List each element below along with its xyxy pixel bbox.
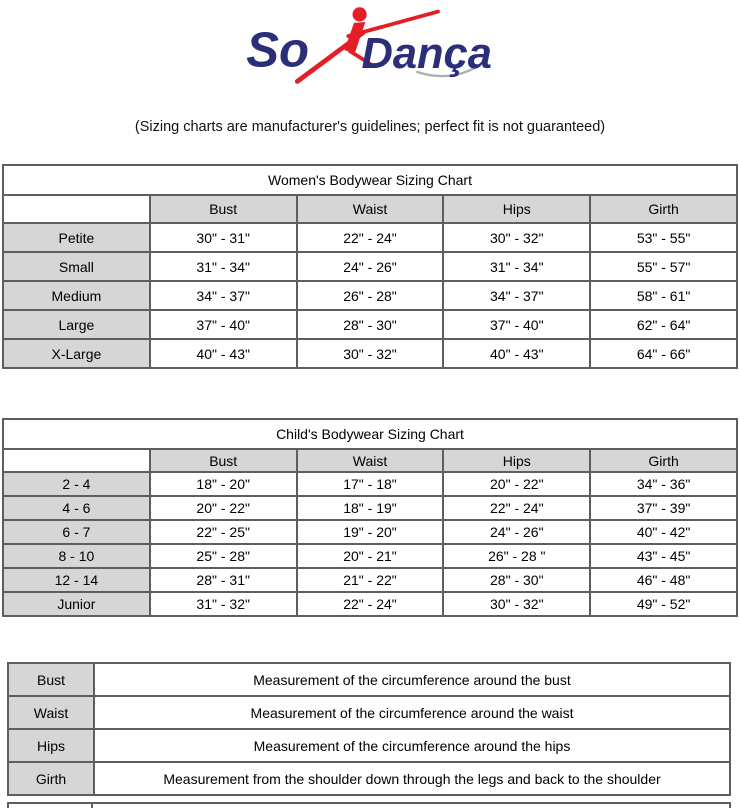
value-cell: 26" - 28" <box>297 281 444 310</box>
value-cell: 18" - 20" <box>150 472 297 496</box>
value-cell: 49" - 52" <box>590 592 737 616</box>
table-row <box>3 310 737 339</box>
value-cell: 22" - 24" <box>297 223 444 252</box>
table-row <box>3 472 737 496</box>
row-label: 2 - 4 <box>3 472 150 496</box>
value-cell: 30" - 31" <box>150 223 297 252</box>
value-cell: 17" - 18" <box>297 472 444 496</box>
disclaimer-text: (Sizing charts are manufacturer's guidelines; perfect fit is not guaranteed) <box>134 119 606 135</box>
value-cell: 31" - 32" <box>150 592 297 616</box>
table-row <box>8 696 730 729</box>
column-header-waist: Waist <box>297 449 444 472</box>
value-cell: 28" - 30" <box>443 568 590 592</box>
table-row <box>3 568 737 592</box>
table-row <box>3 544 737 568</box>
logo-word-so: So <box>246 23 310 78</box>
value-cell: 24" - 26" <box>443 520 590 544</box>
value-cell: Measurement of the circumference around the hips <box>94 729 730 762</box>
row-label: 6 - 7 <box>3 520 150 544</box>
row-label: X-Large <box>3 339 150 368</box>
table-row <box>3 281 737 310</box>
value-cell: 28" - 31" <box>150 568 297 592</box>
row-label: Hips <box>8 729 94 762</box>
header-row <box>3 195 737 223</box>
table-row <box>3 252 737 281</box>
value-cell: 30" - 32" <box>443 592 590 616</box>
value-cell: Measurement of the circumference around the bust <box>94 663 730 696</box>
row-label: Medium <box>3 281 150 310</box>
table-row <box>3 223 737 252</box>
table-row <box>8 663 730 696</box>
logo-word-danca: Dança <box>361 30 492 79</box>
value-cell: 22" - 24" <box>443 496 590 520</box>
row-label: Large <box>3 310 150 339</box>
table-row <box>8 762 730 795</box>
row-label: Bust <box>8 663 94 696</box>
row-label: 4 - 6 <box>3 496 150 520</box>
value-cell: 24" - 26" <box>297 252 444 281</box>
column-header-girth: Girth <box>590 195 737 223</box>
value-cell: 40" - 43" <box>150 339 297 368</box>
measurement-definitions-table <box>7 662 731 796</box>
value-cell: Measurement of the circumference around the waist <box>94 696 730 729</box>
value-cell: 30" - 32" <box>297 339 444 368</box>
table-row <box>3 496 737 520</box>
value-cell: 20" - 21" <box>297 544 444 568</box>
column-header-hips: Hips <box>443 449 590 472</box>
value-cell: 40" - 43" <box>443 339 590 368</box>
cutoff-table-row <box>7 802 731 808</box>
header-cell-empty <box>3 449 150 472</box>
value-cell: 25" - 28" <box>150 544 297 568</box>
value-cell: 40" - 42" <box>590 520 737 544</box>
column-header-waist: Waist <box>297 195 444 223</box>
value-cell: 34" - 37" <box>150 281 297 310</box>
table-title-row <box>3 419 737 449</box>
sodanca-logo <box>242 4 498 94</box>
value-cell: 30" - 32" <box>443 223 590 252</box>
womens-sizing-table <box>2 164 738 369</box>
value-cell: 53" - 55" <box>590 223 737 252</box>
value-cell: 22" - 25" <box>150 520 297 544</box>
table-row <box>3 520 737 544</box>
header-row <box>3 449 737 472</box>
value-cell: 64" - 66" <box>590 339 737 368</box>
table-row <box>3 592 737 616</box>
table-row <box>3 339 737 368</box>
row-label: Petite <box>3 223 150 252</box>
value-cell: 62" - 64" <box>590 310 737 339</box>
table-title: Child's Bodywear Sizing Chart <box>3 419 737 449</box>
value-cell: Measurement from the shoulder down through the legs and back to the shoulder <box>94 762 730 795</box>
value-cell: 34" - 36" <box>590 472 737 496</box>
value-cell: 31" - 34" <box>443 252 590 281</box>
row-label: Small <box>3 252 150 281</box>
column-header-girth: Girth <box>590 449 737 472</box>
column-header-bust: Bust <box>150 449 297 472</box>
sodanca-logo-graphic <box>242 4 498 89</box>
value-cell: 31" - 34" <box>150 252 297 281</box>
table-title-row <box>3 165 737 195</box>
value-cell: 18" - 19" <box>297 496 444 520</box>
table-row <box>8 729 730 762</box>
value-cell: 20" - 22" <box>150 496 297 520</box>
table-title: Women's Bodywear Sizing Chart <box>3 165 737 195</box>
value-cell: 22" - 24" <box>297 592 444 616</box>
row-label: 12 - 14 <box>3 568 150 592</box>
header-cell-empty <box>3 195 150 223</box>
column-header-bust: Bust <box>150 195 297 223</box>
row-label: 8 - 10 <box>3 544 150 568</box>
value-cell: 28" - 30" <box>297 310 444 339</box>
value-cell: 26" - 28 " <box>443 544 590 568</box>
value-cell: 37" - 40" <box>443 310 590 339</box>
value-cell: 55" - 57" <box>590 252 737 281</box>
value-cell: 21" - 22" <box>297 568 444 592</box>
value-cell: 34" - 37" <box>443 281 590 310</box>
value-cell: 43" - 45" <box>590 544 737 568</box>
row-label: Waist <box>8 696 94 729</box>
value-cell: 20" - 22" <box>443 472 590 496</box>
value-cell: 46" - 48" <box>590 568 737 592</box>
value-cell: 37" - 40" <box>150 310 297 339</box>
value-cell: 58" - 61" <box>590 281 737 310</box>
value-cell: 37" - 39" <box>590 496 737 520</box>
row-label: Girth <box>8 762 94 795</box>
row-label: Junior <box>3 592 150 616</box>
column-header-hips: Hips <box>443 195 590 223</box>
childs-sizing-table <box>2 418 738 617</box>
value-cell: 19" - 20" <box>297 520 444 544</box>
